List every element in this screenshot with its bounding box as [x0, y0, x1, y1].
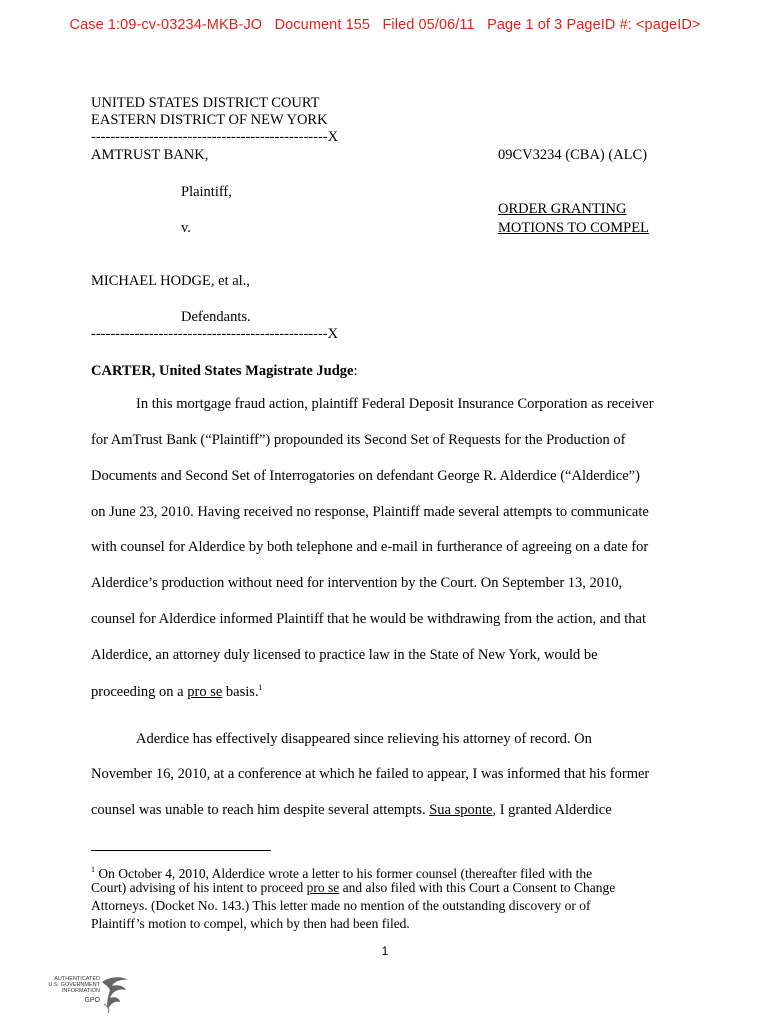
page-number: 1 [381, 944, 389, 958]
body-line: Alderdice’s production without need for intervention by the Court. On September 13, 2010, [91, 575, 623, 591]
judge-name: CARTER, United States Magistrate Judge [91, 363, 354, 379]
text-run: and also filed with this Court a Consent to Change [339, 880, 616, 895]
footnote-marker: 1 [91, 865, 95, 874]
text-run: On October 4, 2010, Alderdice wrote a letter to his former counsel (thereafter filed with the [95, 866, 593, 881]
case-number: 09CV3234 (CBA) (ALC) [498, 147, 648, 163]
text-run: Court) advising of his intent to proceed [91, 880, 307, 895]
defendant-role: Defendants. [181, 309, 251, 325]
body-line: November 16, 2010, at a conference at which he failed to appear, I was informed that his former [91, 766, 650, 782]
body-line: on June 23, 2010. Having received no response, Plaintiff made several attempts to communicate [91, 504, 649, 520]
body-line: Documents and Second Set of Interrogatories on defendant George R. Alderdice (“Alderdice”) [91, 468, 640, 484]
footnote-divider [91, 850, 271, 851]
sua-sponte-underlined: Sua sponte [429, 802, 493, 818]
body-line: with counsel for Alderdice by both telephone and e-mail in furtherance of agreeing on a date for [91, 539, 649, 555]
footnote-line: Attorneys. (Docket No. 143.) This letter made no mention of the outstanding discovery or of [91, 898, 591, 913]
footnote-line [91, 879, 615, 897]
judge-colon: : [353, 363, 358, 379]
court-name-line1: UNITED STATES DISTRICT COURT [91, 95, 320, 111]
body-line: In this mortgage fraud action, plaintiff Federal Deposit Insurance Corporation as receiver [136, 396, 654, 412]
gpo-authentication-logo [42, 974, 132, 1014]
pro-se-underlined: pro se [306, 880, 340, 895]
body-line: counsel for Alderdice informed Plaintiff that he would be withdrawing from the action, and that [91, 611, 647, 627]
case-header-stamp: Case 1:09-cv-03234-MKB-JO Document 155 Filed 05/06/11 Page 1 of 3 PageID #: <pageID> [69, 17, 701, 33]
order-title-line1: ORDER GRANTING [498, 201, 627, 217]
judge-line [91, 363, 358, 380]
logo-text-line: AUTHENTICATED [54, 976, 100, 982]
text-run: , I granted Alderdice [492, 802, 612, 818]
logo-text-line: U.S. GOVERNMENT [48, 982, 100, 988]
order-title-line2: MOTIONS TO COMPEL [498, 220, 649, 236]
caption-divider-bottom: -------------------------------------------------X [91, 326, 339, 342]
footnote-line: Plaintiff’s motion to compel, which by then had been filed. [91, 916, 410, 931]
text-run: basis. [222, 684, 259, 700]
body-line: Aderdice has effectively disappeared since relieving his attorney of record. On [136, 731, 592, 747]
defendant-name: MICHAEL HODGE, et al., [91, 273, 250, 289]
text-run: counsel was unable to reach him despite several attempts. [91, 802, 430, 818]
body-line-last [91, 802, 612, 819]
footnote-reference: 1 [258, 683, 263, 692]
plaintiff-role: Plaintiff, [181, 184, 232, 200]
court-name-line2: EASTERN DISTRICT OF NEW YORK [91, 112, 328, 128]
caption-divider-top: -------------------------------------------------X [91, 129, 339, 145]
body-line: Alderdice, an attorney duly licensed to practice law in the State of New York, would be [91, 647, 598, 663]
eagle-icon [98, 974, 130, 1014]
plaintiff-name: AMTRUST BANK, [91, 147, 209, 163]
versus: v. [181, 220, 191, 236]
logo-text-line: GPO [84, 997, 100, 1004]
text-run: proceeding on a [91, 684, 188, 700]
pro-se-underlined: pro se [187, 684, 223, 700]
body-line: for AmTrust Bank (“Plaintiff”) propounded its Second Set of Requests for the Production of [91, 432, 626, 448]
body-line-last [91, 683, 263, 701]
logo-text-line: INFORMATION [61, 988, 100, 994]
